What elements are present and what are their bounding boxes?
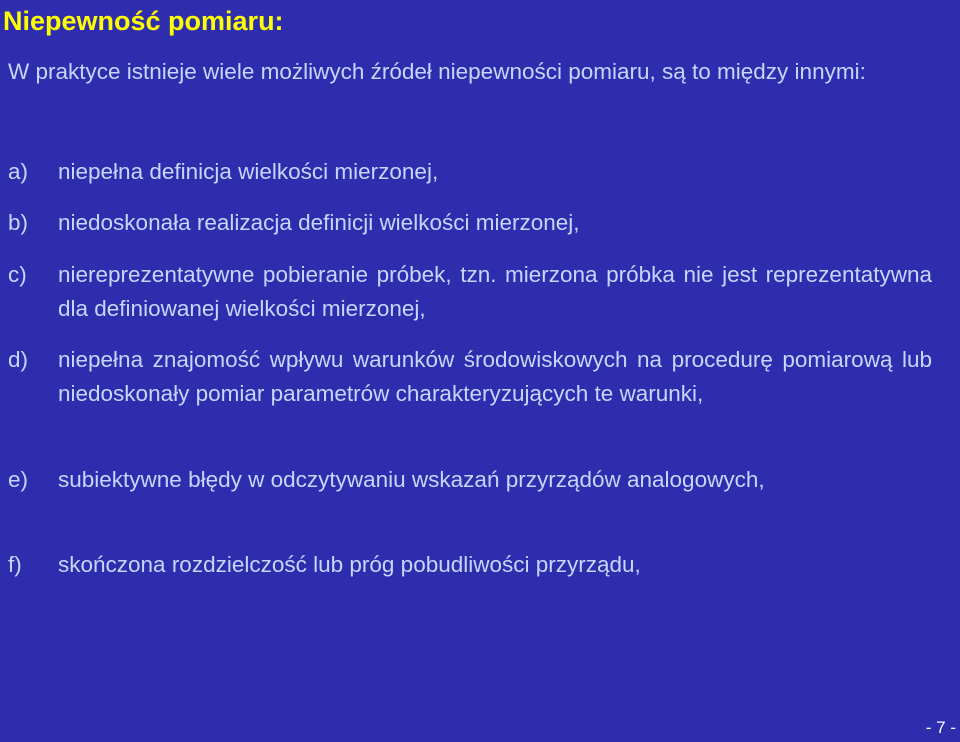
list-item-label: a) [8, 159, 29, 184]
list-item [8, 548, 932, 582]
list-item-text: skończona rozdzielczość lub próg pobudliwości przyrządu, [58, 552, 641, 577]
list-item [8, 343, 932, 411]
page-number: - 7 - [925, 718, 956, 737]
list-item [8, 258, 932, 326]
list-item-text: niepełna definicja wielkości mierzonej, [58, 159, 439, 184]
list-item-text: niedoskonała realizacja definicji wielkości mierzonej, [58, 210, 580, 235]
list-item-label: c) [8, 262, 27, 287]
list-item-text: niepełna znajomość wpływu warunków środowiskowych na procedurę pomiarową lub niedoskonały pomiar parametrów charakteryzujących te warunki, [58, 347, 932, 406]
list-item [8, 206, 932, 240]
list-item-text: niereprezentatywne pobieranie próbek, tzn. mierzona próbka nie jest reprezentatywna dla definiowanej wielkości mierzonej, [58, 262, 932, 321]
list-item-label: d) [8, 347, 29, 372]
slide-title: Niepewność pomiaru: [3, 6, 284, 36]
list-item-text: subiektywne błędy w odczytywaniu wskazań przyrządów analogowych, [58, 467, 765, 492]
list-item-label: f) [8, 552, 22, 577]
intro-paragraph: W praktyce istnieje wiele możliwych źródeł niepewności pomiaru, są to między innymi: [8, 59, 866, 84]
list-item [8, 155, 932, 189]
list-item-label: b) [8, 210, 29, 235]
list-item [8, 463, 932, 497]
list-item-label: e) [8, 467, 29, 492]
